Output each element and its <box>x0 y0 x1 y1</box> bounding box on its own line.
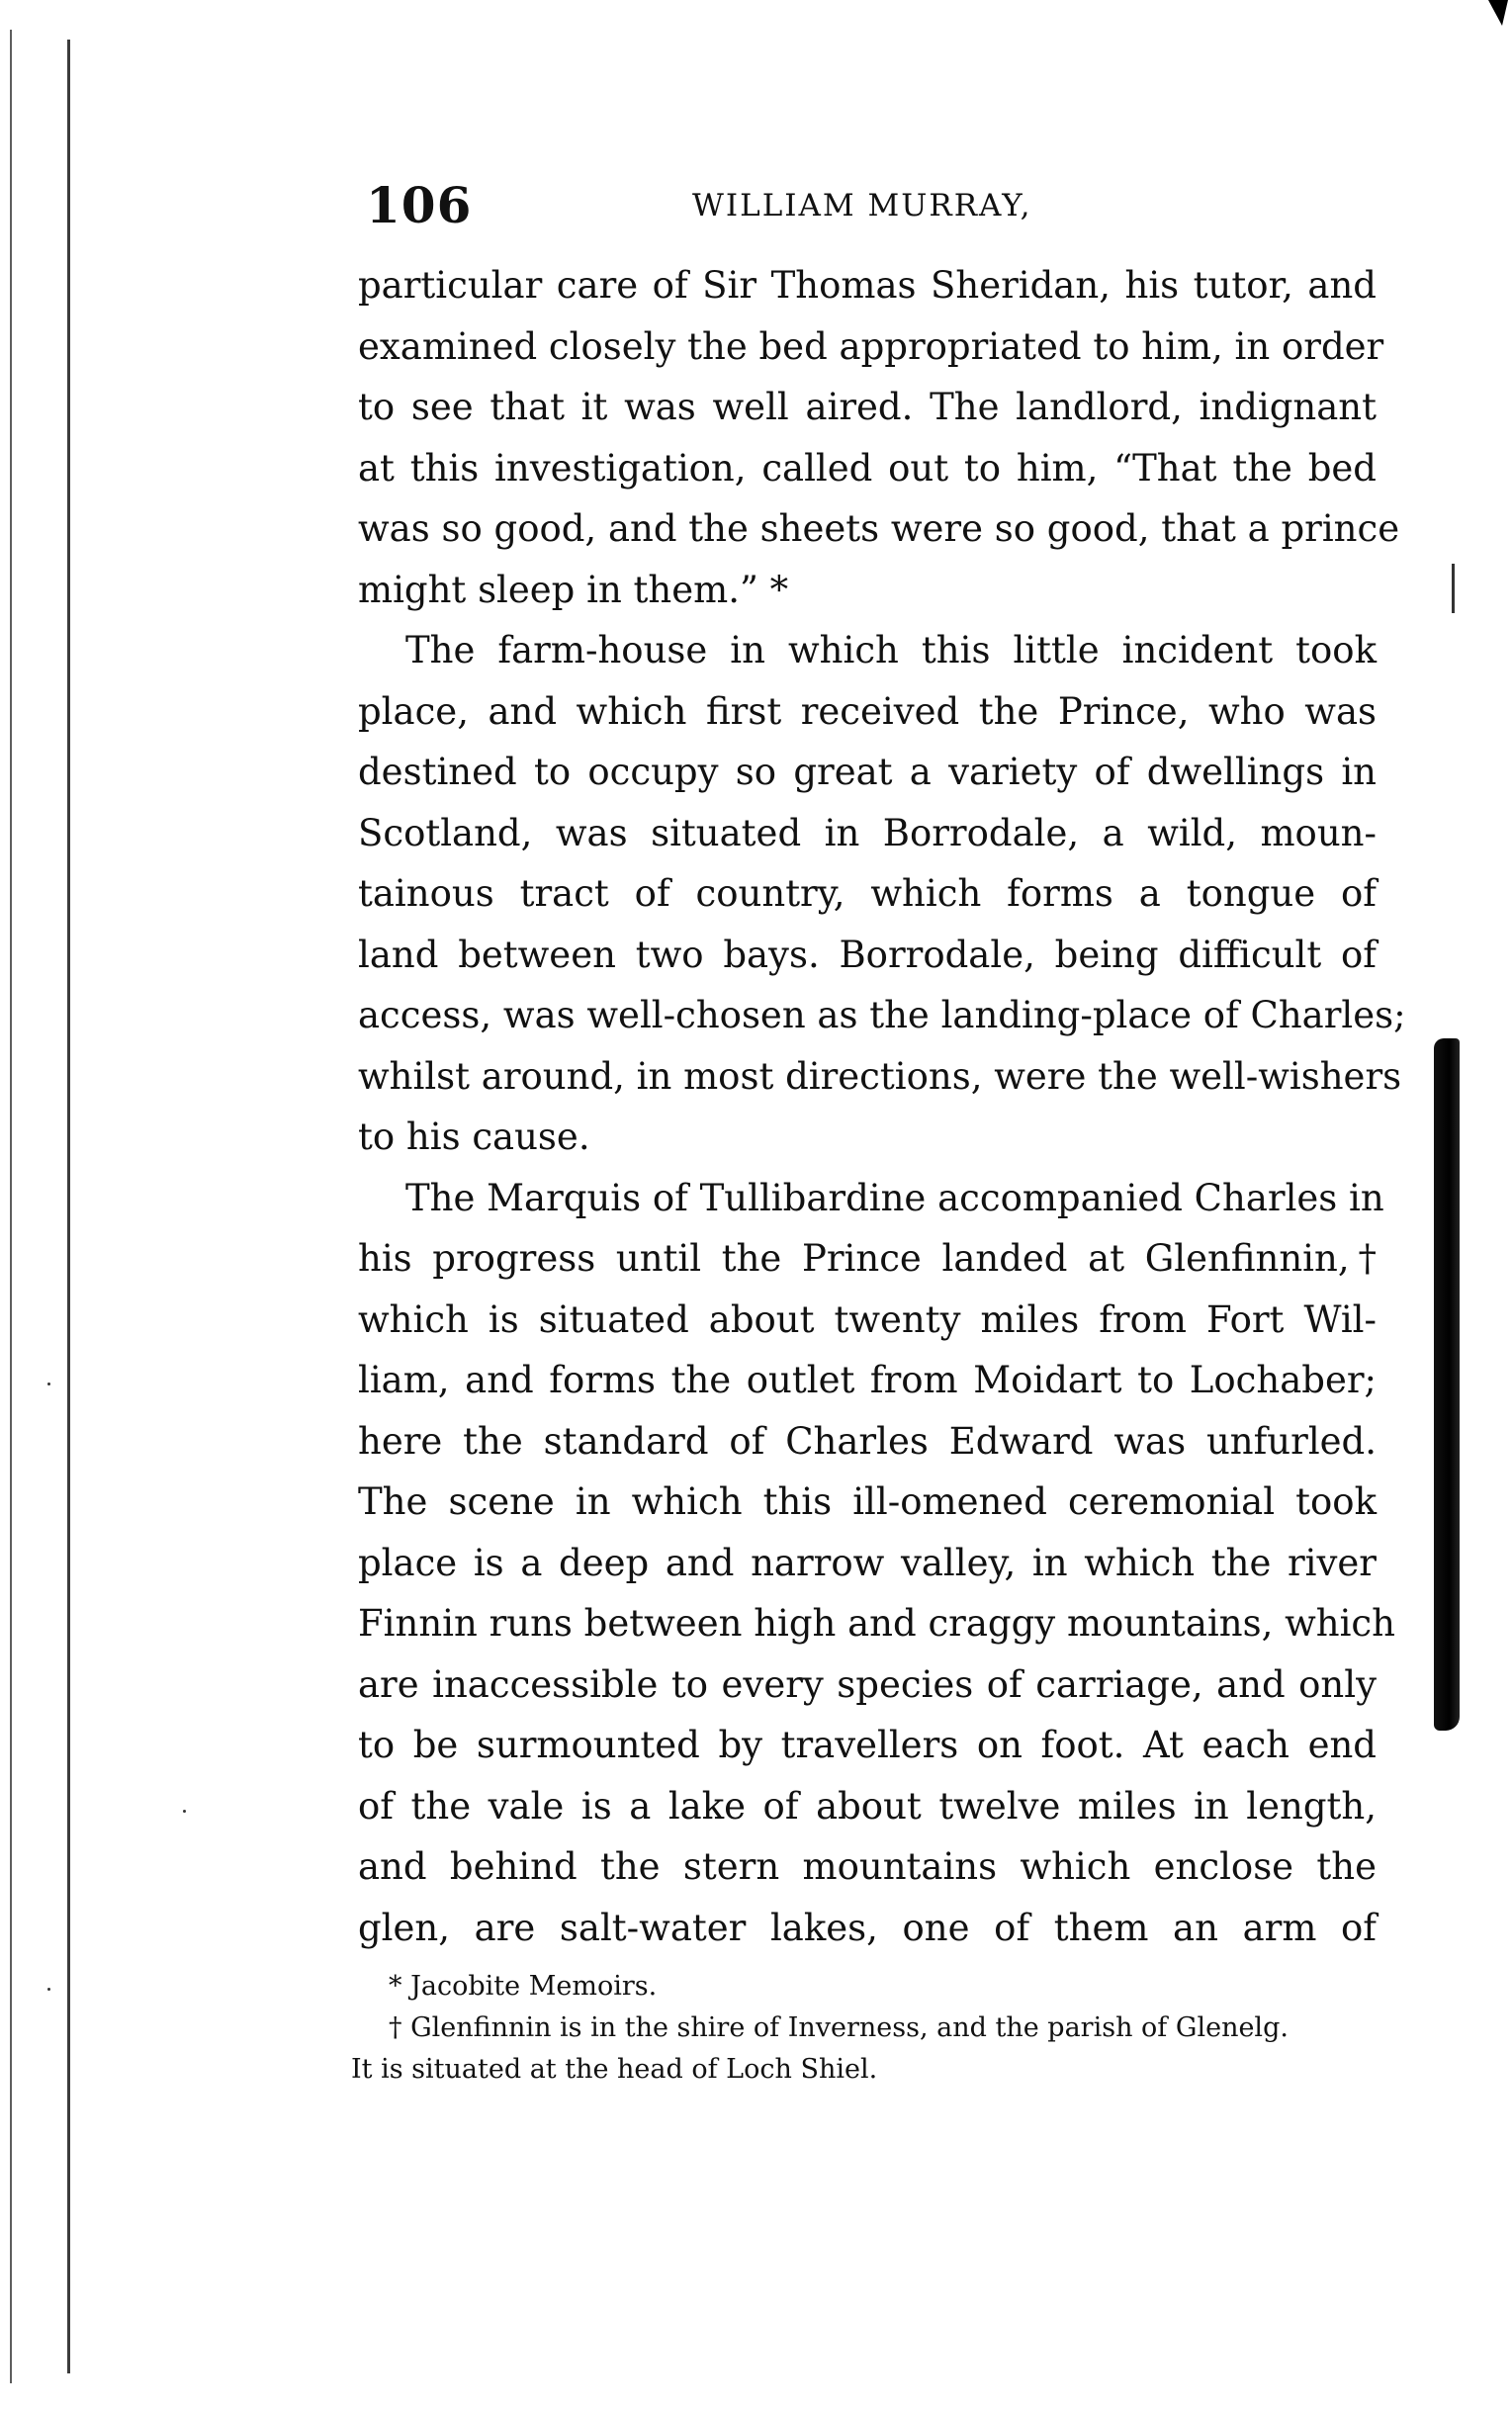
text-line: place is a deep and narrow valley, in which the river <box>358 1541 1377 1584</box>
footnote-2: † Glenfinnin is in the shire of Inverness, and the parish of Glenelg. <box>389 2012 1289 2043</box>
text-line: to be surmounted by travellers on foot. At each end <box>358 1724 1377 1766</box>
text-line: at this investigation, called out to him, “That the bed <box>358 446 1377 490</box>
scan-speck <box>47 1383 50 1385</box>
text-line: examined closely the bed appropriated to him, in order <box>358 324 1384 368</box>
footnote-2-continued: It is situated at the head of Loch Shiel. <box>351 2054 878 2085</box>
text-line: The farm-house in which this little incident took <box>405 629 1377 671</box>
text-line: here the standard of Charles Edward was unfurled. <box>358 1419 1377 1463</box>
text-line: was so good, and the sheets were so good, that a prince <box>358 507 1400 550</box>
text-line: and behind the stern mountains which enclose the <box>358 1845 1377 1888</box>
text-line: his progress until the Prince landed at Glenfinnin,† <box>358 1237 1377 1280</box>
text-line: to see that it was well aired. The landlord, indignant <box>358 386 1377 428</box>
scan-speck <box>183 1810 186 1813</box>
scan-edge-line <box>67 40 70 2373</box>
text-line: particular care of Sir Thomas Sheridan, his tutor, and <box>358 264 1377 307</box>
text-line: might sleep in them.” * <box>358 568 789 611</box>
text-line: Finnin runs between high and craggy mountains, which <box>358 1602 1395 1645</box>
text-line: place, and which first received the Prince, who was <box>358 689 1377 733</box>
text-line: access, was well-chosen as the landing-place of Charles; <box>358 994 1406 1036</box>
text-line: The scene in which this ill-omened ceremonial took <box>358 1480 1377 1523</box>
text-line: whilst around, in most directions, were the well-wishers <box>358 1054 1402 1098</box>
text-line: The Marquis of Tullibardine accompanied Charles in <box>405 1176 1384 1219</box>
scan-speck <box>47 1988 50 1991</box>
text-line: liam, and forms the outlet from Moidart to Lochaber; <box>358 1359 1377 1401</box>
footnote-1: * Jacobite Memoirs. <box>389 1971 658 2002</box>
text-line: which is situated about twenty miles from Fort Wil- <box>358 1297 1377 1341</box>
text-line: Scotland, was situated in Borrodale, a wild, moun- <box>358 811 1377 854</box>
footnotes <box>351 1966 1379 2091</box>
text-line: tainous tract of country, which forms a tongue of <box>358 872 1377 915</box>
text-line: are inaccessible to every species of carriage, and only <box>358 1662 1377 1706</box>
text-line: destined to occupy so great a variety of dwellings in <box>358 751 1377 793</box>
scan-edge-mark <box>1452 564 1455 613</box>
scan-edge-line <box>10 30 12 2383</box>
scan-corner-mark <box>1488 0 1508 26</box>
body-text <box>358 255 1406 1949</box>
scan-edge-smudge <box>1434 1038 1460 1731</box>
text-line: land between two bays. Borrodale, being difficult of <box>358 933 1377 976</box>
text-line: to his cause. <box>358 1116 590 1158</box>
text-line: glen, are salt-water lakes, one of them an arm of <box>358 1906 1377 1949</box>
page-number: 106 <box>366 176 473 234</box>
text-line: of the vale is a lake of about twelve miles in length, <box>358 1784 1377 1828</box>
running-head: WILLIAM MURRAY, <box>692 188 1032 223</box>
page-header <box>366 176 1404 235</box>
